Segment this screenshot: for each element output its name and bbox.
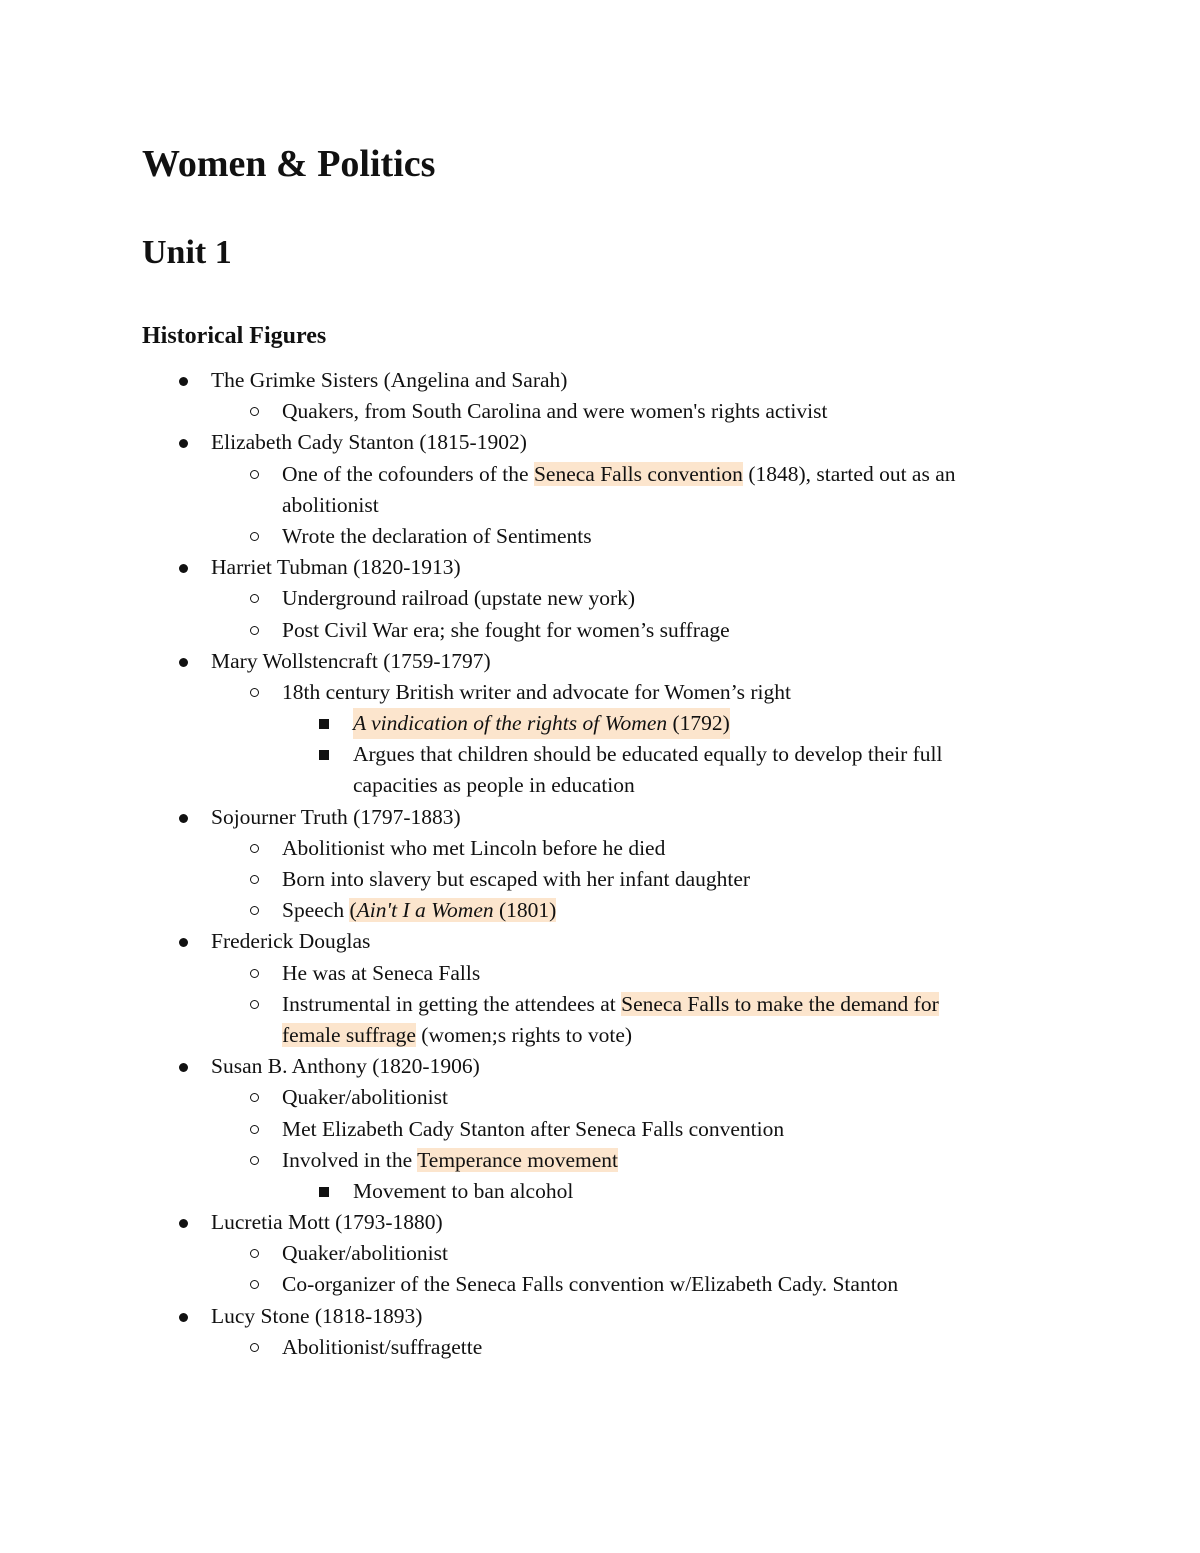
bullet-icon (179, 1063, 188, 1072)
hollow-bullet-icon (250, 1249, 259, 1258)
sub-item (0, 615, 1200, 646)
hollow-bullet-icon (250, 844, 259, 853)
highlighted-text: A vindication of the rights of Women (1792) (353, 708, 730, 739)
sub-item-text: Quaker/abolitionist (282, 1241, 448, 1266)
sub-item (0, 1238, 1200, 1269)
list-item-text: Susan B. Anthony (1820-1906) (211, 1054, 480, 1079)
hollow-bullet-icon (250, 969, 259, 978)
list-item-grimke (0, 365, 1200, 396)
sub-item-text: Speech (Ain't I a Women (1801) (282, 898, 557, 923)
hollow-bullet-icon (250, 1093, 259, 1102)
sub-item-text: He was at Seneca Falls (282, 960, 481, 985)
hollow-bullet-icon (250, 1125, 259, 1134)
list-item-anthony (0, 1051, 1200, 1082)
list-item-stanton (0, 427, 1200, 458)
sub-item (0, 958, 1200, 989)
list-item-text: Elizabeth Cady Stanton (1815-1902) (211, 430, 527, 455)
sub-item (0, 521, 1200, 552)
section-heading: Historical Figures (142, 323, 327, 349)
list-item-text: Lucretia Mott (1793-1880) (211, 1210, 443, 1235)
sub-sub-item (0, 739, 1200, 770)
list-item-douglas (0, 926, 1200, 957)
sub-item-continuation (0, 490, 1200, 521)
list-item-stone (0, 1301, 1200, 1332)
sub-sub-item-text: Movement to ban alcohol (353, 1178, 574, 1203)
list-item-text: The Grimke Sisters (Angelina and Sarah) (211, 368, 568, 392)
list-item-text: Harriet Tubman (1820-1913) (211, 555, 461, 580)
list-item-text: Sojourner Truth (1797-1883) (211, 804, 461, 829)
sub-item-text: Abolitionist who met Lincoln before he died (282, 835, 666, 860)
list-item-mott (0, 1207, 1200, 1238)
list-item-text: Mary Wollstencraft (1759-1797) (211, 648, 491, 673)
hollow-bullet-icon (250, 688, 259, 697)
hollow-bullet-icon (250, 1343, 259, 1352)
sub-sub-item-text: Argues that children should be educated equally to develop their full (353, 742, 943, 767)
sub-item (0, 1332, 1200, 1363)
hollow-bullet-icon (250, 1280, 259, 1289)
sub-item-text: Wrote the declaration of Sentiments (282, 523, 592, 548)
bullet-icon (179, 1219, 188, 1228)
document-title: Women & Politics (142, 143, 436, 185)
sub-item-text: Involved in the Temperance movement (282, 1147, 619, 1172)
hollow-bullet-icon (250, 626, 259, 635)
sub-item (0, 677, 1200, 708)
sub-item-text: abolitionist (282, 492, 379, 517)
hollow-bullet-icon (250, 1000, 259, 1009)
bullet-icon (179, 564, 188, 573)
sub-item (0, 864, 1200, 895)
sub-item (0, 833, 1200, 864)
sub-sub-item-continuation (0, 770, 1200, 801)
hollow-bullet-icon (250, 470, 259, 479)
sub-item-text: Co-organizer of the Seneca Falls convention w/Elizabeth Cady. Stanton (282, 1272, 899, 1297)
sub-item (0, 895, 1200, 926)
sub-item-text: Underground railroad (upstate new york) (282, 586, 636, 611)
sub-item-text: 18th century British writer and advocate for Women’s right (282, 679, 791, 704)
bullet-icon (179, 938, 188, 947)
hollow-bullet-icon (250, 407, 259, 416)
sub-item-continuation (0, 1020, 1200, 1051)
sub-item-text: Quaker/abolitionist (282, 1085, 448, 1110)
square-bullet-icon (319, 1187, 329, 1197)
sub-item (0, 396, 1200, 427)
bullet-icon (179, 1313, 188, 1322)
highlighted-text: Temperance movement (417, 1147, 619, 1172)
hollow-bullet-icon (250, 906, 259, 915)
sub-item-text: Abolitionist/suffragette (282, 1334, 483, 1359)
sub-item (0, 1145, 1200, 1176)
list-item-text: Lucy Stone (1818-1893) (211, 1303, 423, 1328)
sub-item-text: Born into slavery but escaped with her infant daughter (282, 867, 751, 891)
sub-item (0, 1114, 1200, 1145)
list-item-tubman (0, 552, 1200, 583)
bullet-icon (179, 377, 188, 386)
sub-item (0, 459, 1200, 490)
highlighted-text: (Ain't I a Women (1801) (349, 898, 557, 923)
bullet-icon (179, 658, 188, 667)
bullet-icon (179, 439, 188, 448)
historical-figures-list (0, 365, 1200, 1363)
sub-item-text: Met Elizabeth Cady Stanton after Seneca Falls convention (282, 1116, 785, 1141)
hollow-bullet-icon (250, 532, 259, 541)
sub-item (0, 989, 1200, 1020)
hollow-bullet-icon (250, 1156, 259, 1165)
bullet-icon (179, 814, 188, 823)
highlighted-text: female suffrage (282, 1022, 416, 1047)
square-bullet-icon (319, 750, 329, 760)
sub-item-text: Instrumental in getting the attendees at Seneca Falls to make the demand for (282, 991, 939, 1016)
sub-item (0, 1082, 1200, 1113)
list-item-wollstonecraft (0, 646, 1200, 677)
square-bullet-icon (319, 719, 329, 729)
unit-heading: Unit 1 (142, 234, 232, 271)
sub-item-text: Quakers, from South Carolina and were women's rights activist (282, 399, 828, 424)
hollow-bullet-icon (250, 875, 259, 884)
sub-sub-item (0, 1176, 1200, 1207)
highlighted-text: Seneca Falls convention (533, 461, 743, 486)
sub-item-text: female suffrage (women;s rights to vote) (282, 1022, 633, 1047)
sub-item (0, 1269, 1200, 1300)
list-item-truth (0, 802, 1200, 833)
sub-item-text: Post Civil War era; she fought for women’s suffrage (282, 617, 730, 642)
highlighted-text: Seneca Falls to make the demand for (621, 991, 939, 1016)
sub-sub-item (0, 708, 1200, 739)
sub-item-text: One of the cofounders of the Seneca Falls convention (1848), started out as an (282, 461, 956, 486)
hollow-bullet-icon (250, 594, 259, 603)
sub-item (0, 583, 1200, 614)
sub-sub-item-text: capacities as people in education (353, 773, 635, 798)
list-item-text: Frederick Douglas (211, 929, 371, 954)
